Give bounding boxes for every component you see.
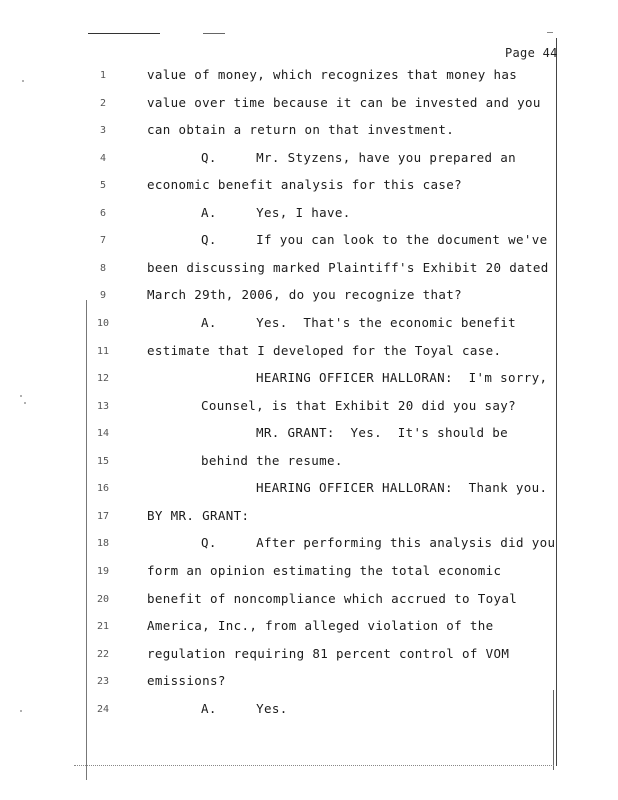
line-number: 11: [96, 345, 110, 357]
transcript-line: [0, 535, 556, 555]
line-number: 7: [99, 235, 107, 247]
line-text: benefit of noncompliance which accrued to Toyal: [147, 590, 518, 606]
line-number: 12: [96, 373, 110, 385]
transcript-line: [0, 95, 556, 115]
transcript-line: [0, 398, 556, 418]
line-number: 14: [96, 428, 110, 440]
line-text: BY MR. GRANT:: [147, 507, 250, 523]
line-text: emissions?: [147, 673, 226, 689]
line-text: Q. After performing this analysis did you: [201, 535, 556, 551]
line-number: 13: [96, 400, 110, 412]
transcript-line: [0, 508, 556, 528]
line-number: 10: [96, 318, 110, 329]
transcript-line: [0, 425, 556, 445]
scan-speck: [20, 710, 22, 712]
scan-speck: [22, 80, 24, 82]
line-number: 21: [96, 621, 110, 632]
line-text: A. Yes, I have.: [201, 204, 351, 220]
line-number: 15: [96, 455, 110, 467]
line-number: 16: [96, 483, 110, 495]
line-text: A. Yes.: [201, 700, 288, 716]
line-number: 5: [99, 180, 107, 192]
line-number: 20: [96, 593, 110, 605]
transcript-line: [0, 287, 556, 307]
line-text: estimate that I developed for the Toyal case.: [147, 342, 502, 358]
line-number: 8: [99, 262, 107, 274]
transcript-line: [0, 122, 556, 142]
transcript-line: [0, 150, 556, 170]
line-text: form an opinion estimating the total economic: [147, 562, 502, 578]
line-text: been discussing marked Plaintiff's Exhibit 20 dated: [147, 259, 549, 275]
line-number: 23: [96, 676, 110, 688]
header-rule-short: [203, 33, 225, 34]
line-number: 18: [96, 538, 110, 550]
line-number: 1: [99, 70, 107, 81]
line-number: 6: [99, 207, 107, 219]
scan-speck: [20, 395, 22, 397]
transcript-line: [0, 646, 556, 666]
line-number: 19: [96, 565, 110, 577]
transcript-line: [0, 232, 556, 252]
line-number: 2: [99, 97, 107, 109]
line-number: 3: [99, 125, 107, 137]
transcript-line: [0, 177, 556, 197]
line-text: March 29th, 2006, do you recognize that?: [147, 287, 463, 303]
transcript-line: [0, 618, 556, 638]
line-text: can obtain a return on that investment.: [147, 122, 455, 138]
line-text: HEARING OFFICER HALLORAN: Thank you.: [256, 480, 548, 496]
transcript-line: [0, 701, 556, 721]
line-number: 22: [96, 648, 110, 660]
transcript-line: [0, 315, 556, 335]
transcript-line: [0, 563, 556, 583]
right-margin-line: [556, 38, 557, 766]
line-number: 17: [96, 510, 110, 522]
footer-rule: [74, 765, 554, 766]
line-text: MR. GRANT: Yes. It's should be: [256, 425, 509, 441]
line-text: value of money, which recognizes that money has: [147, 67, 518, 82]
transcript-line: [0, 67, 556, 87]
page-number: Page 44: [505, 46, 558, 60]
line-text: Q. If you can look to the document we've: [201, 232, 548, 248]
line-text: America, Inc., from alleged violation of the: [147, 618, 494, 633]
transcript-line: [0, 370, 556, 390]
line-text: HEARING OFFICER HALLORAN: I'm sorry,: [256, 370, 548, 386]
transcript-line: [0, 591, 556, 611]
line-text: A. Yes. That's the economic benefit: [201, 315, 517, 330]
line-text: Counsel, is that Exhibit 20 did you say?: [201, 397, 517, 413]
header-rule: [88, 33, 160, 34]
line-text: regulation requiring 81 percent control of VOM: [147, 645, 510, 661]
transcript-line: [0, 343, 556, 363]
line-number: 4: [99, 152, 107, 164]
line-text: value over time because it can be invested and you: [147, 94, 541, 110]
transcript-line: [0, 205, 556, 225]
line-text: Q. Mr. Styzens, have you prepared an: [201, 149, 517, 165]
line-text: behind the resume.: [201, 452, 343, 468]
transcript-line: [0, 673, 556, 693]
header-mark: [547, 32, 553, 33]
line-number: 9: [99, 290, 107, 302]
transcript-line: [0, 260, 556, 280]
transcript-line: [0, 480, 556, 500]
line-text: economic benefit analysis for this case?: [147, 177, 463, 193]
line-number: 24: [96, 703, 110, 715]
scan-speck: [24, 402, 26, 404]
transcript-line: [0, 453, 556, 473]
